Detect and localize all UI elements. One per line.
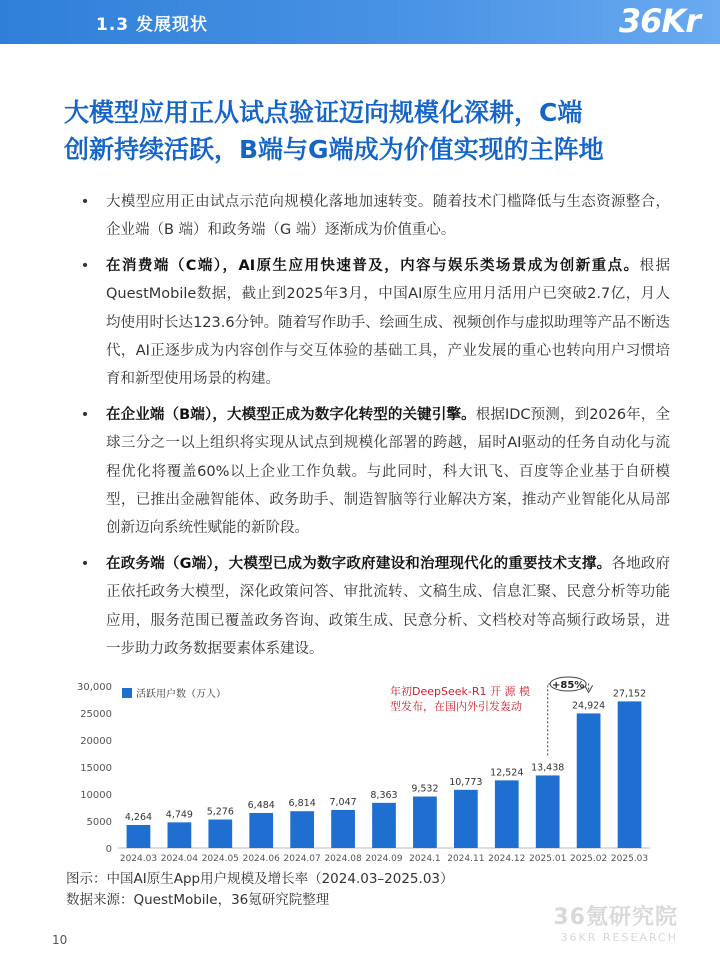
x-tick-label: 2024.05	[201, 854, 239, 864]
bar-value-label: 7,047	[329, 796, 357, 808]
bullet-item	[80, 550, 670, 664]
x-tick-label: 2024.07	[283, 854, 321, 864]
x-tick-label: 2024.11	[447, 854, 485, 864]
bar	[413, 797, 437, 848]
bar	[208, 820, 232, 848]
bullet-text: 根据IDC预测，到2026年，全球三分之一以上组织将实现从试点到规模化部署的跨越，届时AI驱动的任务自动化与流程优化将覆盖60%以上企业工作负载。与此同时，科大讯飞、百度等企业基于自研模型，已推出金融智能体、政务助手、制造智脑等行业解决方案，推动产业智能化从局部创新迈向系统性赋能的新阶段。	[106, 406, 670, 537]
bar-value-label: 6,814	[288, 798, 316, 810]
bar-value-label: 9,532	[411, 783, 439, 795]
annotation-line-2: 型发布，在国内外引发轰动	[390, 700, 522, 713]
watermark	[553, 900, 678, 944]
header-bar	[0, 0, 720, 44]
y-tick-label: 25000	[80, 709, 112, 720]
caption-source: 数据来源：QuestMobile，36氪研究院整理	[66, 892, 330, 908]
bar	[372, 803, 396, 848]
y-tick-label: 5000	[86, 817, 112, 828]
x-tick-label: 2024.09	[365, 854, 403, 864]
page-headline	[64, 94, 664, 168]
bar	[495, 780, 519, 848]
bullet-dot-icon: •	[80, 555, 90, 572]
section-title: 1.3 发展现状	[96, 15, 209, 35]
bar	[331, 810, 355, 848]
bar-value-label: 10,773	[449, 776, 483, 788]
headline-line-1: 大模型应用正从试点验证迈向规模化深耕，C端	[64, 98, 583, 127]
y-tick-label: 10000	[80, 790, 112, 801]
bar-value-label: 8,363	[370, 789, 398, 801]
bullet-bold: 在消费端（C端），AI原生应用快速普及，内容与娱乐类场景成为创新重点。	[106, 257, 640, 274]
bullet-bold: 在政务端（G端），大模型已成为数字政府建设和治理现代化的重要技术支撑。	[106, 555, 612, 572]
y-tick-label: 30,000	[77, 682, 112, 693]
x-tick-label: 2024.1	[409, 854, 441, 864]
caption-figure: 图示：中国AI原生App用户规模及增长率（2024.03–2025.03）	[66, 871, 454, 887]
x-tick-label: 2024.06	[242, 854, 280, 864]
bullet-item	[80, 401, 670, 543]
x-tick-label: 2024.08	[324, 854, 362, 864]
bullet-dot-icon: •	[80, 257, 90, 274]
y-tick-label: 20000	[80, 736, 112, 747]
page-number: 10	[52, 933, 68, 947]
bar	[454, 790, 478, 848]
bullet-list	[80, 188, 670, 671]
x-tick-label: 2025.03	[610, 854, 649, 864]
bar-value-label: 5,276	[206, 806, 234, 818]
bar-value-label: 6,484	[247, 799, 275, 811]
annotation-line-1: 年初DeepSeek-R1 开 源 模	[390, 685, 530, 698]
bullet-text: 大模型应用正由试点示范向规模化落地加速转变。随着技术门槛降低与生态资源整合，企业端（B 端）和政务端（G 端）逐渐成为价值重心。	[106, 194, 670, 239]
bullet-bold: 在企业端（B端），大模型正成为数字化转型的关键引擎。	[106, 406, 476, 423]
bar-value-label: 24,924	[571, 700, 606, 712]
figure-caption	[66, 869, 454, 911]
legend-swatch	[122, 688, 132, 698]
bullet-item	[80, 252, 670, 394]
bar-value-label: 13,438	[531, 762, 565, 774]
brand-logo: 36Kr	[618, 2, 700, 40]
bar-value-label: 4,264	[124, 811, 153, 823]
bar	[168, 822, 192, 848]
bullet-item	[80, 188, 670, 245]
bar	[290, 811, 314, 848]
bar	[127, 825, 151, 848]
bar	[577, 713, 601, 848]
bullet-dot-icon: •	[80, 406, 90, 423]
y-tick-label: 15000	[80, 763, 112, 774]
bar-value-label: 12,524	[490, 767, 524, 779]
bullet-text: 各地政府正依托政务大模型，深化政策问答、审批流转、文稿生成、信息汇聚、民意分析等功能应用，服务范围已覆盖政务咨询、政策生成、民意分析、文档校对等高频行政场景，进一步助力政务数据要素体系建设。	[106, 555, 671, 658]
x-tick-label: 2025.02	[570, 854, 608, 864]
bar-value-label: 27,152	[612, 688, 647, 700]
bar-value-label: 4,749	[165, 809, 193, 821]
x-tick-label: 2024.12	[488, 854, 526, 864]
legend-label: 活跃用户数（万人）	[136, 689, 226, 700]
watermark-line-2: 36KR RESEARCH	[560, 931, 678, 944]
headline-line-2: 创新持续活跃，B端与G端成为价值实现的主阵地	[64, 135, 604, 164]
watermark-line-1: 36氪研究院	[553, 905, 678, 930]
user-growth-chart	[60, 676, 660, 868]
bar-chart-svg	[60, 676, 660, 868]
bar	[249, 813, 273, 848]
x-tick-label: 2024.04	[160, 854, 198, 864]
bar	[536, 775, 560, 848]
y-tick-label: 0	[105, 844, 112, 855]
growth-label: +85%	[551, 680, 585, 691]
bullet-text: 根据QuestMobile数据，截止到2025年3月，中国AI原生应用月活用户已突破2.7亿，月人均使用时长达123.6分钟。随着写作助手、绘画生成、视频创作与虚拟助理等产品不断迭代，AI正逐步成为内容创作与交互体验的基础工具，产业发展的重心也转向用户习惯培育和新型使用场景的构建。	[106, 257, 671, 388]
bullet-dot-icon: •	[80, 194, 90, 210]
x-tick-label: 2025.01	[529, 854, 567, 864]
bar	[618, 701, 642, 848]
x-tick-label: 2024.03	[119, 854, 158, 864]
